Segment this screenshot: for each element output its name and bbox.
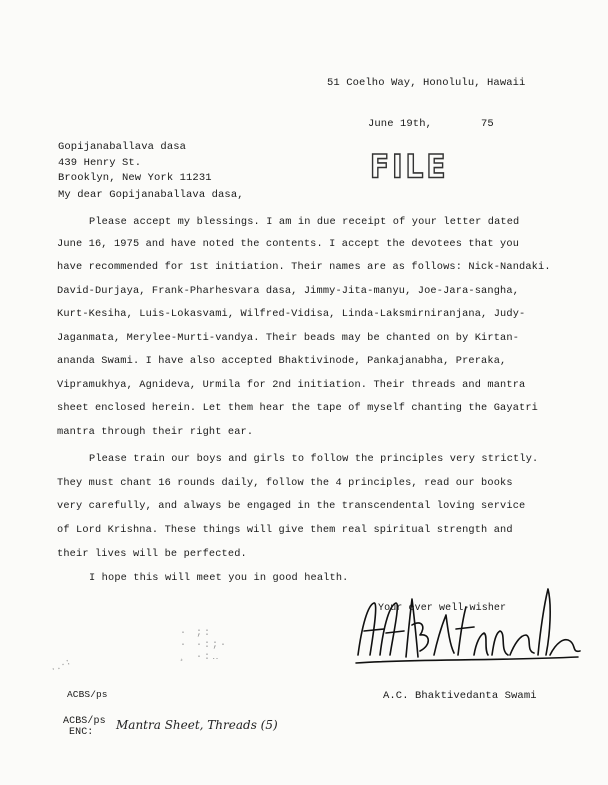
body-line: Vipramukhya, Agnideva, Urmila for 2nd initiation. Their threads and mantra	[57, 379, 526, 391]
body-line: David-Durjaya, Frank-Pharhesvara dasa, Jimmy-Jita-manyu, Joe-Jara-sangha,	[57, 285, 520, 297]
signature-name: A.C. Bhaktivedanta Swami	[383, 690, 537, 702]
recipient-city: Brooklyn, New York 11231	[58, 172, 212, 184]
enclosure-label: ENC:	[69, 727, 94, 738]
file-stamp	[370, 148, 449, 186]
body-line: They must chant 16 rounds daily, follow the 4 principles, read our books	[57, 477, 513, 489]
faint-marks: · ;: · ·:;· ¸ ·:‥	[180, 628, 229, 663]
body-line: have recommended for 1st initiation. Their names are as follows: Nick-Nandaki.	[57, 261, 551, 273]
initials: ACBS/ps	[67, 689, 108, 700]
body-line: Please accept my blessings. I am in due receipt of your letter dated	[89, 216, 520, 228]
body-line: Kurt-Kesiha, Luis-Lokasvami, Wilfred-Vidisa, Linda-Laksmirniranjana, Judy-	[57, 308, 526, 320]
closing: Your ever well-wisher	[378, 603, 507, 614]
letter-year: 75	[481, 118, 494, 130]
body-line: ananda Swami. I have also accepted Bhaktivinode, Pankajanabha, Preraka,	[57, 355, 507, 367]
letter-date: June 19th,	[368, 118, 433, 130]
body-line: of Lord Krishna. These things will give them real spiritual strength and	[57, 524, 513, 536]
body-line: their lives will be perfected.	[57, 548, 247, 560]
body-line: June 16, 1975 and have noted the contents. I accept the devotees that you	[57, 238, 520, 250]
sender-address: 51 Coelho Way, Honolulu, Hawaii	[327, 77, 526, 89]
body-line: mantra through their right ear.	[57, 426, 254, 438]
stray-marks: ·.·:	[48, 656, 73, 676]
body-line: very carefully, and always be engaged in the transcendental loving service	[57, 500, 526, 512]
recipient-street: 439 Henry St.	[58, 157, 142, 169]
body-line: Please train our boys and girls to follow the principles very strictly.	[89, 453, 539, 465]
recipient-name: Gopijanaballava dasa	[58, 141, 187, 153]
reference-code: ACBS/ps	[63, 716, 106, 727]
file-stamp-text: FILE	[370, 147, 449, 186]
body-line: sheet enclosed herein. Let them hear the tape of myself chanting the Gayatri	[57, 402, 539, 414]
signature	[350, 585, 585, 670]
body-line: I hope this will meet you in good health.	[89, 572, 349, 584]
enclosure-handwritten: Mantra Sheet, Threads (5)	[116, 718, 278, 732]
body-line: Jaganmata, Merylee-Murti-vandya. Their beads may be chanted on by Kirtan-	[57, 332, 520, 344]
salutation: My dear Gopijanaballava dasa,	[58, 189, 244, 201]
